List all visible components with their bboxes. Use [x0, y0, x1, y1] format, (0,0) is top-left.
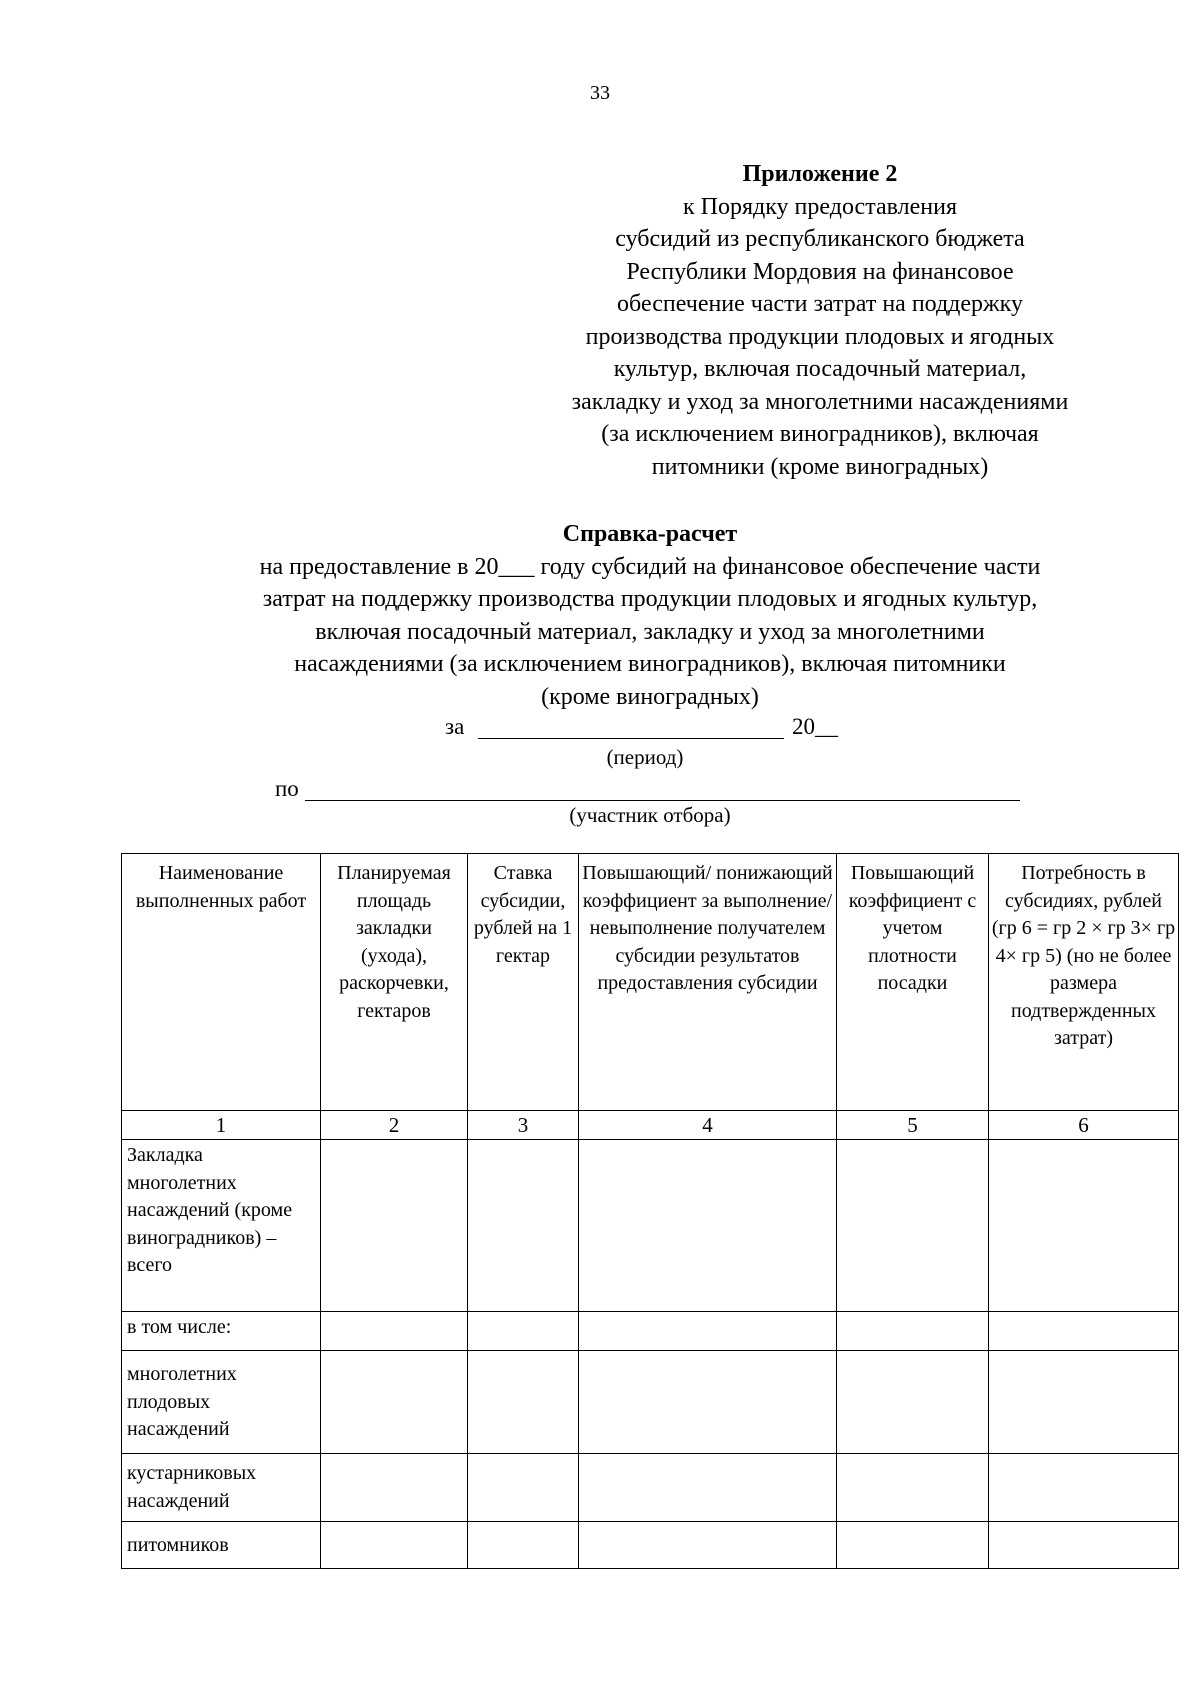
header-work-name: Наименование выполненных работ: [122, 854, 321, 1111]
column-number-row: [122, 1111, 1179, 1140]
document-subtitle-line: на предоставление в 20___ году субсидий на финансовое обеспечение части: [259, 553, 1041, 580]
table-row: [122, 1351, 1179, 1454]
column-number: 3: [468, 1111, 579, 1140]
table-cell-subsidy-need[interactable]: [989, 1312, 1179, 1351]
page-number: 33: [590, 82, 610, 104]
appendix-title: Приложение 2: [742, 161, 898, 187]
table-cell-subsidy-rate[interactable]: [468, 1140, 579, 1312]
table-cell-density-coefficient[interactable]: [837, 1312, 989, 1351]
row-label: в том числе:: [122, 1312, 321, 1351]
appendix-line: Республики Мордовия на финансовое: [626, 258, 1014, 285]
document-heading: [120, 518, 1180, 713]
table-cell-subsidy-need[interactable]: [989, 1140, 1179, 1312]
column-number: 6: [989, 1111, 1179, 1140]
table-cell-subsidy-rate[interactable]: [468, 1522, 579, 1569]
table-cell-planned-area[interactable]: [321, 1454, 468, 1522]
table-row: [122, 1522, 1179, 1569]
period-prefix: за: [445, 714, 465, 739]
period-caption: (период): [606, 745, 684, 769]
header-planned-area: Планируемая площадь закладки (ухода), раскорчевки, гектаров: [321, 854, 468, 1111]
row-label: многолетних плодовых насаждений: [122, 1351, 321, 1454]
appendix-line: к Порядку предоставления: [682, 193, 957, 220]
appendix-line: (за исключением виноградников), включая: [601, 421, 1039, 447]
participant-prefix: по: [275, 776, 299, 801]
row-label: Закладка многолетних насаждений (кроме виноградников) – всего: [122, 1140, 321, 1312]
document-subtitle-line: затрат на поддержку производства продукции плодовых и ягодных культур,: [262, 586, 1038, 612]
table-header-row: [122, 854, 1179, 1111]
appendix-line: производства продукции плодовых и ягодных: [585, 323, 1055, 350]
participant-field[interactable]: [305, 800, 1020, 801]
header-subsidy-need: Потребность в субсидиях, рублей (гр 6 = гр 2 × гр 3× гр 4× гр 5) (но не более размера подтвержденных затрат): [989, 854, 1179, 1111]
table-cell-performance-coefficient[interactable]: [579, 1312, 837, 1351]
table-cell-performance-coefficient[interactable]: [579, 1522, 837, 1569]
calculation-table: [121, 853, 1179, 1569]
table-cell-density-coefficient[interactable]: [837, 1351, 989, 1454]
period-year: 20__: [792, 714, 838, 739]
column-number: 5: [837, 1111, 989, 1140]
table-cell-performance-coefficient[interactable]: [579, 1454, 837, 1522]
table-cell-planned-area[interactable]: [321, 1312, 468, 1351]
document-subtitle-line: насаждениями (за исключением виноградников), включая питомники: [294, 651, 1006, 677]
table-row: [122, 1140, 1179, 1312]
table-cell-subsidy-rate[interactable]: [468, 1454, 579, 1522]
header-density-coefficient: Повышающий коэффициент с учетом плотности посадки: [837, 854, 989, 1111]
row-label: питомников: [122, 1522, 321, 1569]
table-cell-subsidy-need[interactable]: [989, 1522, 1179, 1569]
table-cell-density-coefficient[interactable]: [837, 1454, 989, 1522]
document-title: Справка-расчет: [562, 521, 738, 547]
table-cell-subsidy-need[interactable]: [989, 1351, 1179, 1454]
document-subtitle-line: включая посадочный материал, закладку и уход за многолетними: [315, 618, 985, 645]
column-number: 2: [321, 1111, 468, 1140]
header-subsidy-rate: Ставка субсидии, рублей на 1 гектар: [468, 854, 579, 1111]
table-cell-density-coefficient[interactable]: [837, 1522, 989, 1569]
table-cell-planned-area[interactable]: [321, 1522, 468, 1569]
table-row: [122, 1312, 1179, 1351]
table-row: [122, 1454, 1179, 1522]
appendix-line: обеспечение части затрат на поддержку: [617, 291, 1023, 317]
row-label: кустарниковых насаждений: [122, 1454, 321, 1522]
table-cell-performance-coefficient[interactable]: [579, 1140, 837, 1312]
column-number: 1: [122, 1111, 321, 1140]
column-number: 4: [579, 1111, 837, 1140]
header-performance-coefficient: Повышающий/ понижающий коэффициент за выполнение/ невыполнение получателем субсидии результатов предоставления субсидии: [579, 854, 837, 1111]
appendix-line: культур, включая посадочный материал,: [613, 356, 1027, 382]
table-cell-subsidy-rate[interactable]: [468, 1312, 579, 1351]
appendix-line: субсидий из республиканского бюджета: [615, 226, 1025, 252]
document-subtitle-line: (кроме виноградных): [541, 683, 759, 710]
table-cell-performance-coefficient[interactable]: [579, 1351, 837, 1454]
period-field[interactable]: [478, 738, 784, 739]
table-cell-subsidy-need[interactable]: [989, 1454, 1179, 1522]
appendix-line: закладку и уход за многолетними насаждениями: [571, 388, 1069, 415]
table-cell-subsidy-rate[interactable]: [468, 1351, 579, 1454]
table-cell-planned-area[interactable]: [321, 1351, 468, 1454]
table-cell-planned-area[interactable]: [321, 1140, 468, 1312]
appendix-block: [500, 158, 1140, 483]
appendix-line: питомники (кроме виноградных): [651, 453, 989, 480]
table-cell-density-coefficient[interactable]: [837, 1140, 989, 1312]
participant-caption: (участник отбора): [569, 803, 731, 827]
